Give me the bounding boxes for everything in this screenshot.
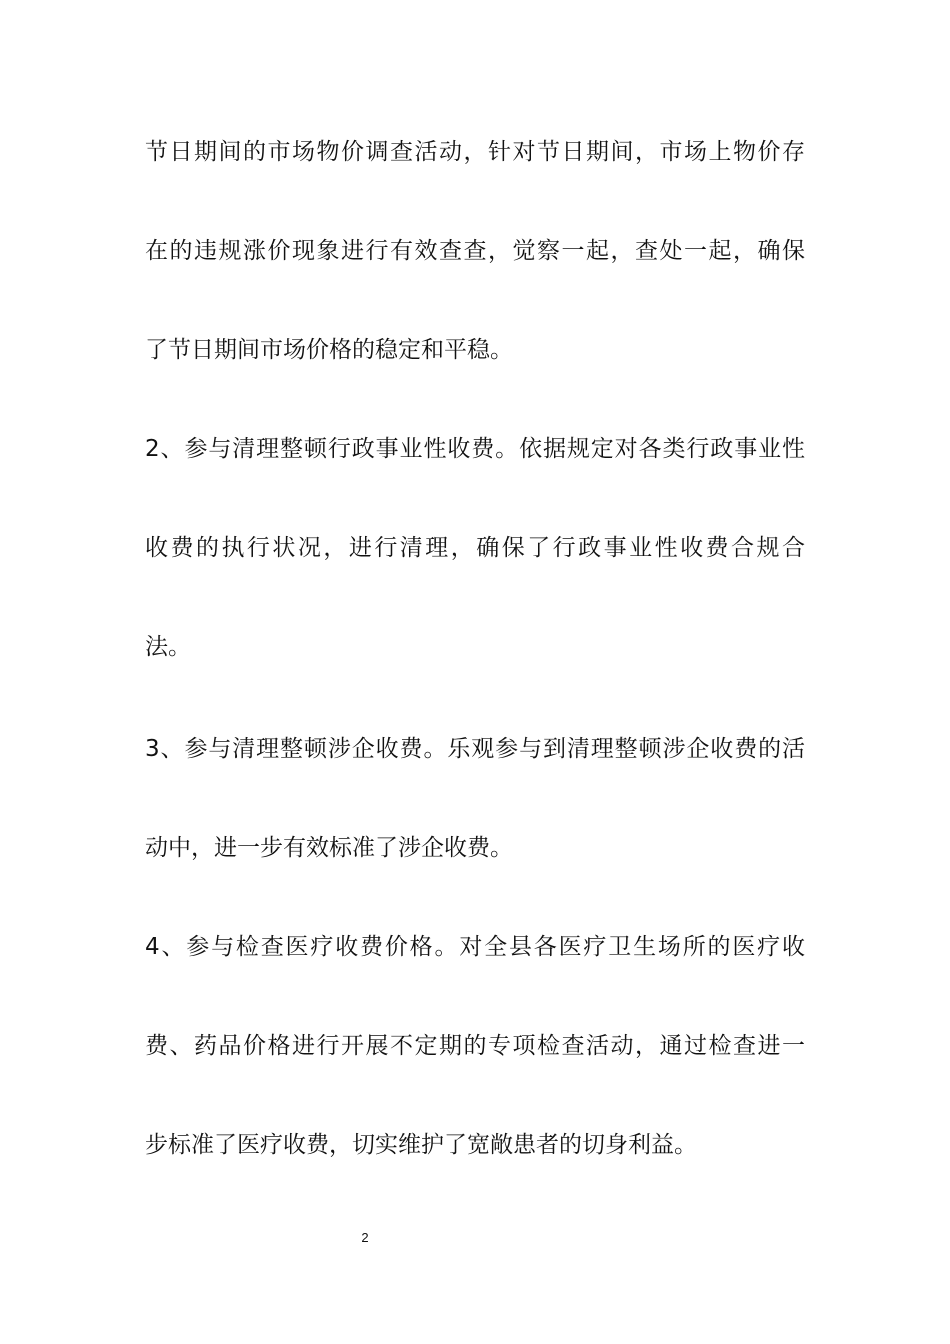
paragraph-2-line-1: 2、参与清理整顿行政事业性收费。依据规定对各类行政事业性 <box>145 436 805 462</box>
paragraph-4-line-3: 步标准了医疗收费，切实维护了宽敞患者的切身利益。 <box>145 1132 697 1158</box>
paragraph-3-line-2: 动中，进一步有效标准了涉企收费。 <box>145 835 513 861</box>
paragraph-2-line-2: 收费的执行状况，进行清理，确保了行政事业性收费合规合 <box>145 535 805 561</box>
paragraph-4-line-1: 4、参与检查医疗收费价格。对全县各医疗卫生场所的医疗收 <box>145 934 805 960</box>
paragraph-3-line-1: 3、参与清理整顿涉企收费。乐观参与到清理整顿涉企收费的活 <box>145 736 805 762</box>
paragraph-1-line-2: 在的违规涨价现象进行有效查查，觉察一起，查处一起，确保 <box>145 238 805 264</box>
paragraph-2-line-3: 法。 <box>145 634 191 660</box>
paragraph-1-line-3: 了节日期间市场价格的稳定和平稳。 <box>145 337 513 363</box>
paragraph-4-line-2: 费、药品价格进行开展不定期的专项检查活动，通过检查进一 <box>145 1033 805 1059</box>
page-number: 2 <box>361 1230 369 1245</box>
paragraph-1-line-1: 节日期间的市场物价调查活动，针对节日期间，市场上物价存 <box>145 139 805 165</box>
